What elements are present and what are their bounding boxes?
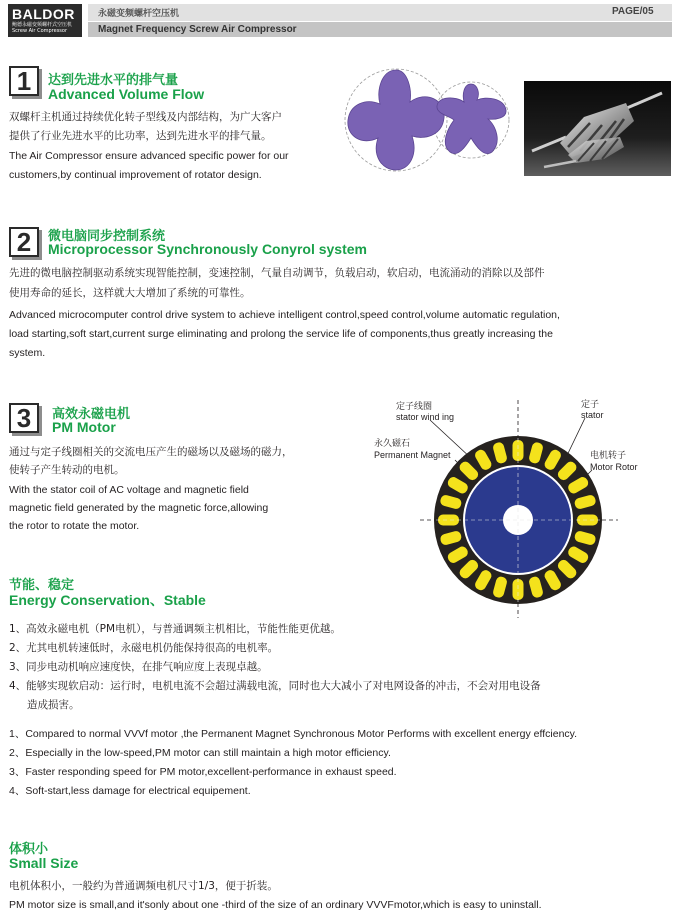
stator-slot — [438, 515, 459, 526]
section-3-text-cn-2: 使转子产生转动的电机。 — [9, 464, 125, 476]
male-rotor-shape — [348, 70, 444, 170]
section-4-en-item-2: 2、Especially in the low-speed,PM motor can still maintain a high motor efficiency. — [9, 747, 391, 759]
section-1-text-cn-1: 双螺杆主机通过持续优化转子型线及内部结构，为广大客户 — [9, 111, 282, 123]
logo-brand: BALDOR — [12, 6, 75, 22]
section-5-text-cn: 电机体积小，一般约为普通调频电机尺寸1/3，便于折装。 — [9, 880, 278, 892]
section-4-cn-item-3: 3、同步电动机响应速度快，在排气响应度上表现卓越。 — [9, 661, 268, 673]
section-1-title-en: Advanced Volume Flow — [48, 86, 205, 102]
section-1-number: 1 — [9, 66, 39, 96]
header-title-en: Magnet Frequency Screw Air Compressor — [98, 24, 297, 35]
section-3-text-cn-1: 通过与定子线圈相关的交流电压产生的磁场以及磁场的磁力， — [9, 446, 293, 458]
section-3-text-en-3: the rotor to rotate the motor. — [9, 520, 140, 532]
section-4-cn-item-4-cont: 造成损害。 — [27, 699, 80, 711]
section-4-en-item-1: 1、Compared to normal VVVf motor ,the Permanent Magnet Synchronous Motor Performs with excellent energy effciency. — [9, 728, 578, 740]
female-rotor-shape — [437, 84, 506, 154]
section-4-en-item-3: 3、Faster responding speed for PM motor,excellent-performance in exhaust speed. — [9, 766, 397, 778]
section-4-title-cn: 节能、稳定 — [9, 578, 75, 593]
section-3-text-en-2: magnetic field generated by the magnetic force,allowing — [9, 502, 269, 514]
page-number: PAGE/05 — [612, 6, 654, 17]
section-3-number: 3 — [9, 403, 39, 433]
stator-slot — [513, 440, 524, 461]
section-4-cn-item-4: 4、能够实现软启动：运行时，电机电流不会超过满载电流，同时也大大减小了对电网设备的冲击，不会对用电设备 — [9, 680, 541, 692]
section-3-title-en: PM Motor — [52, 419, 116, 435]
section-5-title-cn: 体积小 — [9, 842, 49, 857]
logo-subtitle-cn: 鲍德永磁变频螺杆式空压机 — [12, 22, 73, 28]
section-4-title-en: Energy Conservation、Stable — [9, 592, 206, 608]
motor-rotor-label-cn: 电机转子 — [590, 451, 627, 461]
stator-slot — [513, 579, 524, 600]
section-2-text-en-2: load starting,soft start,current surge eliminating and prolong the service life of components,thus greatly increasing the — [9, 328, 553, 340]
logo-subtitle-en: Screw Air Compressor — [12, 28, 68, 34]
screw-rotor-photo — [524, 81, 671, 176]
motor-rotor-label-en: Motor Rotor — [590, 462, 638, 472]
stator-label-cn: 定子 — [581, 400, 600, 410]
stator-label-en: stator — [581, 410, 604, 420]
permanent-magnet-label-en: Permanent Magnet — [374, 450, 451, 460]
screw-rotor-profile-diagram — [336, 62, 514, 182]
section-2-text-en-3: system. — [9, 347, 46, 359]
header-title-cn: 永磁变频螺杆空压机 — [98, 9, 180, 19]
section-2-title-cn: 微电脑同步控制系统 — [48, 229, 166, 244]
section-4-cn-item-2: 2、尤其电机转速低时，永磁电机仍能保持很高的电机率。 — [9, 642, 279, 654]
pm-motor-cross-section — [360, 398, 678, 623]
section-4-en-item-4: 4、Soft-start,less damage for electrical equipement. — [9, 785, 251, 797]
section-1-text-cn-2: 提供了行业先进水平的比功率，达到先进水平的排气量。 — [9, 130, 272, 142]
section-1-text-en-2: customers,by continual improvement of rotator design. — [9, 169, 262, 181]
section-4-cn-item-1: 1、高效永磁电机（PM电机），与普通调频主机相比，节能性能更优越。 — [9, 623, 341, 635]
section-1-text-en-1: The Air Compressor ensure advanced specific power for our — [9, 150, 289, 162]
stator-winding-label-en: stator wind ing — [396, 412, 455, 422]
section-3-text-en-1: With the stator coil of AC voltage and magnetic field — [9, 484, 249, 496]
section-5-title-en: Small Size — [9, 855, 79, 871]
baldor-logo — [8, 4, 82, 37]
permanent-magnet-label-cn: 永久磁石 — [374, 439, 411, 449]
section-2-text-cn-2: 使用寿命的延长，这样就大大增加了系统的可靠性。 — [9, 287, 251, 299]
section-3-title-cn: 高效永磁电机 — [52, 407, 131, 422]
stator-winding-label-cn: 定子线圈 — [396, 402, 433, 412]
stator-slot — [577, 515, 598, 526]
section-5-text-en: PM motor size is small,and it'sonly about one -third of the size of an ordinary VVVFmotor,which is easy to uninstall. — [9, 899, 542, 911]
section-2-number: 2 — [9, 227, 39, 257]
section-2-text-en-1: Advanced microcomputer control drive system to achieve intelligent control,speed control,volume automatic regulation, — [9, 309, 560, 321]
section-2-title-en: Microprocessor Synchronously Conyrol system — [48, 241, 367, 257]
section-1-title-cn: 达到先进水平的排气量 — [48, 73, 179, 88]
section-2-text-cn-1: 先进的微电脑控制驱动系统实现智能控制，变速控制，气量自动调节，负载启动，软启动，电流涌动的消除以及部件 — [9, 267, 545, 279]
